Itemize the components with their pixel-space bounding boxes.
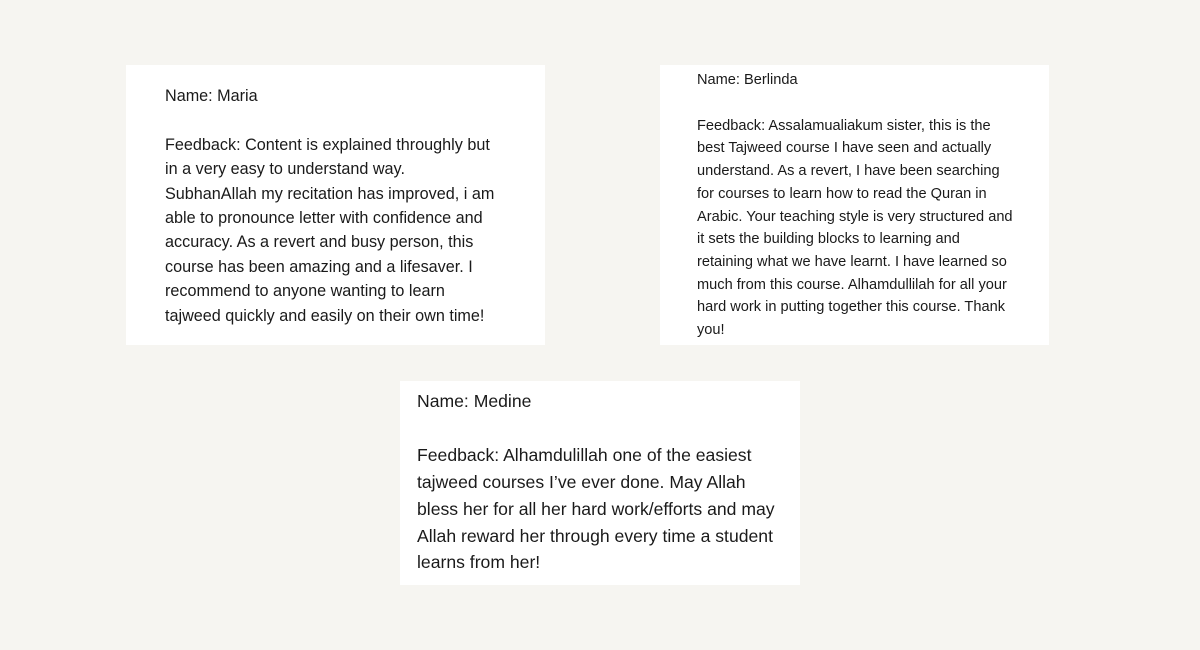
testimonial-feedback: Feedback: Alhamdulillah one of the easiest tajweed courses I’ve ever done. May Allah bless her for all her hard work/efforts and may Allah reward her through every time a student learns from her! bbox=[417, 444, 775, 573]
testimonial-feedback: Feedback: Assalamualiakum sister, this is the best Tajweed course I have seen and actually understand. As a revert, I have been searching for courses to learn how to read the Quran in Arabic. Your teaching style is very structured and it sets the building blocks to learning and retaining what we have learnt. I have learned so much from this course. Alhamdullilah for all your hard work in putting together this course. Thank you! bbox=[697, 117, 1013, 339]
testimonial-name: Name: Maria bbox=[165, 87, 258, 105]
testimonial-name: Name: Berlinda bbox=[697, 72, 798, 88]
testimonial-card-berlinda bbox=[660, 65, 1049, 345]
testimonial-feedback: Feedback: Content is explained throughly but in a very easy to understand way. SubhanAllah my recitation has improved, i am able to pronounce letter with confidence and accuracy. As a revert and busy person, this course has been amazing and a lifesaver. I recommend to anyone wanting to learn tajweed quickly and easily on their own time! bbox=[165, 135, 495, 325]
testimonial-card-medine bbox=[400, 381, 800, 585]
testimonial-name: Name: Medine bbox=[417, 391, 532, 411]
testimonial-card-maria bbox=[126, 65, 545, 345]
